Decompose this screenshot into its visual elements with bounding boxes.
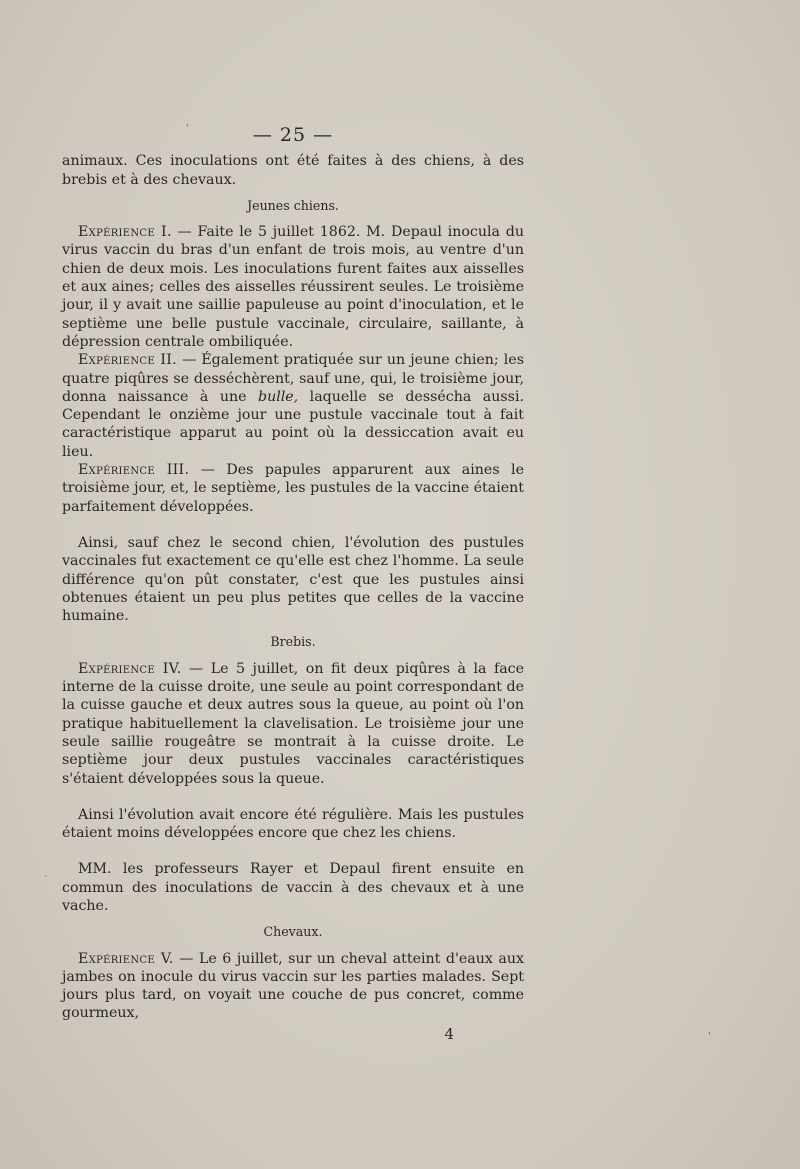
experiment-3-text: — Des papules apparurent aux aines le troisième jour, et, le septième, les pustules de la vaccine étaient parfaitement développées. <box>62 462 524 515</box>
paper-speck: ʹ <box>186 124 189 135</box>
experiment-4-paragraph <box>62 660 524 788</box>
spacer <box>62 842 524 860</box>
experiment-5-paragraph <box>62 950 524 1023</box>
transition-horses-paragraph: MM. les professeurs Rayer et Depaul firent ensuite en commun des inoculations de vaccin à des chevaux et à une vache. <box>62 861 524 914</box>
experiment-3-paragraph <box>62 461 524 516</box>
section-heading-sheep: Brebis. <box>270 634 316 650</box>
section-heading-horses: Chevaux. <box>263 924 323 940</box>
experiment-2-paragraph <box>62 351 524 461</box>
experiment-1-label: Expérience I. <box>78 224 172 241</box>
page-number: — 25 — <box>252 124 334 146</box>
spacer <box>62 788 524 806</box>
paper-speck: ˎ <box>44 866 48 877</box>
experiment-4-text: — Le 5 juillet, on fit deux piqûres à la face interne de la cuisse droite, une seule au point correspondant de la cuisse gauche et deux autres sous la queue, au point où l'on pratique habituellement la clavelisation. Le troisième jour une seule saillie rougeâtre se montrait à la cuisse droite. Le septième jour deux pustules vaccinales caractéristiques s'étaient développées sous la queue. <box>62 660 524 787</box>
experiment-5-text: — Le 6 juillet, sur un cheval atteint d'eaux aux jambes on inocule du virus vaccin sur les parties malades. Sept jours plus tard, on voyait une couche de pus concret, comme gourmeux, <box>62 950 525 1022</box>
experiment-2-text-a: — Également pratiquée sur un jeune chien; les quatre piqûres se desséchèrent, sauf une, qui, le troisième jour, donna naissance à une <box>62 352 524 405</box>
experiment-5-label: Expérience V. <box>78 950 174 967</box>
spacer <box>62 516 524 534</box>
experiment-1-text: — Faite le 5 juillet 1862. M. Depaul inocula du virus vaccin du bras d'un enfant de trois mois, au ventre d'un chien de deux mois. Les inoculations furent faites aux aisselles et aux aines; celles des aisselles réussirent seules. Le troisième jour, il y avait une saillie papuleuse au point d'inoculation, et le septième une belle pustule vaccinale, circulaire, saillante, à dépression centrale ombiliquée. <box>62 224 525 350</box>
experiment-2-label: Expérience II. <box>78 352 177 369</box>
experiment-2-text-b: laquelle se dessécha aussi. Cependant le onzième jour une pustule vaccinale tout à fait caractéristique apparut au point où la dessiccation avait eu lieu. <box>62 388 524 460</box>
experiment-1-paragraph <box>62 223 524 351</box>
experiment-4-label: Expérience IV. <box>78 660 182 677</box>
summary-sheep-paragraph: Ainsi l'évolution avait encore été régulière. Mais les pustules étaient moins développées encore que chez les chiens. <box>62 806 524 842</box>
summary-dogs-paragraph: Ainsi, sauf chez le second chien, l'évolution des pustules vaccinales fut exactement ce qu'elle est chez l'homme. La seule différence qu'on pût constater, c'est que les pustules ainsi obtenues étaient un peu plus petites que celles de la vaccine humaine. <box>62 534 524 625</box>
experiment-2-italic: bulle, <box>257 388 299 405</box>
paper-speck: ʹ <box>708 1032 711 1043</box>
section-heading-young-dogs: Jeunes chiens. <box>247 197 339 213</box>
continuation-paragraph: animaux. Ces inoculations ont été faites à des chiens, à des brebis et à des chevaux. <box>62 153 524 188</box>
experiment-3-label: Expérience III. <box>78 462 190 479</box>
text-block <box>62 126 524 1043</box>
signature-mark: 4 <box>444 1024 454 1043</box>
